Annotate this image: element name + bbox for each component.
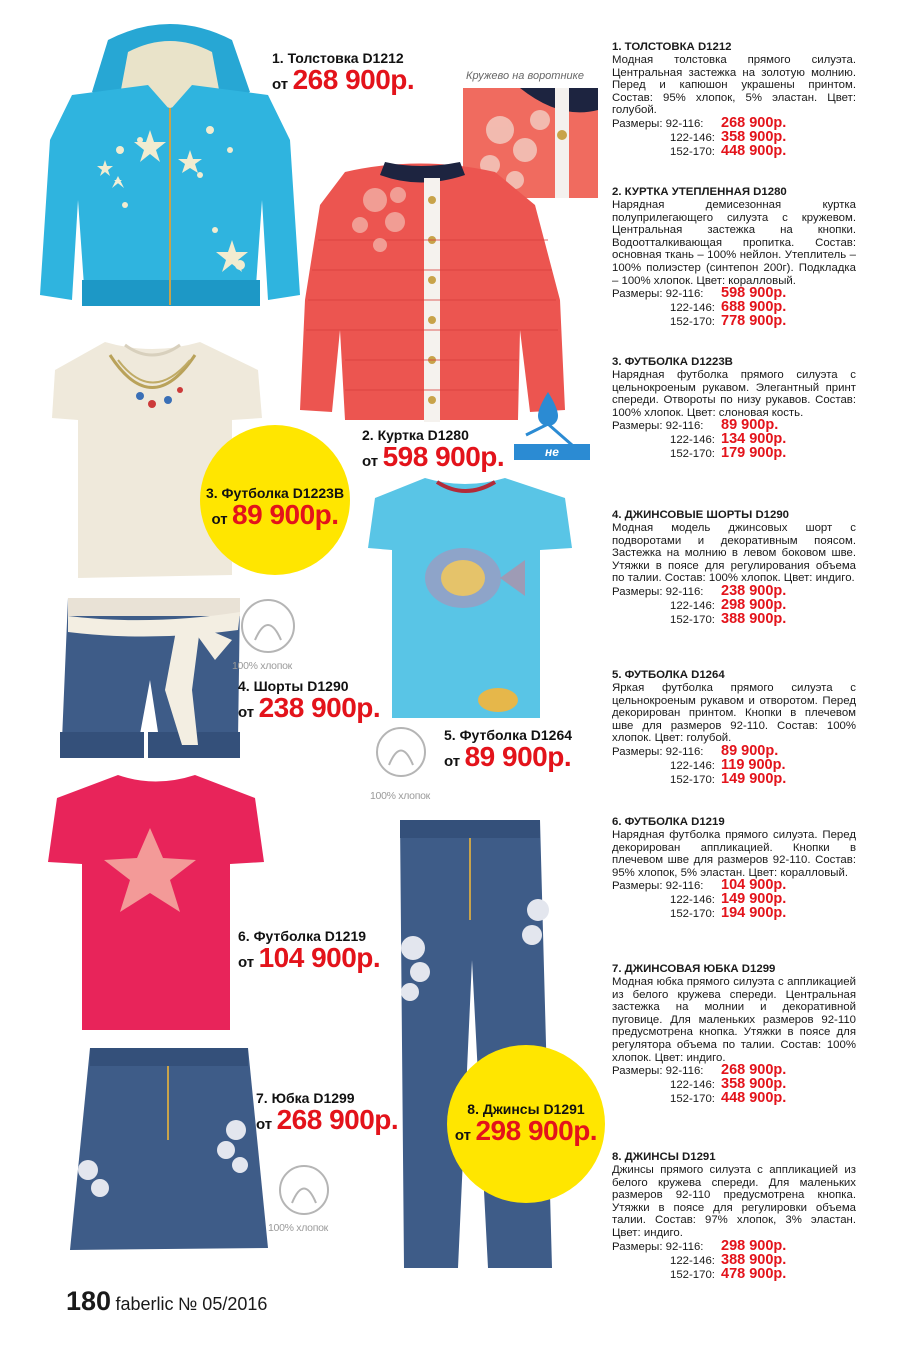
size-label: Размеры: 92-116: [612, 288, 704, 301]
size-price: 104 900р. [721, 877, 787, 894]
description-text: Нарядная футболка прямого силуэта. Перед декорирован аппликацией. Кнопки в плечевом шве для размеров 92-110. Состав: 95% хлопок, 5% эластан. Цвет: коралловый. [612, 829, 856, 879]
cotton-label: 100% хлопок [370, 790, 430, 802]
size-price: 298 900р. [721, 596, 787, 613]
product-price: 238 900р. [258, 692, 381, 723]
size-price: 388 900р. [721, 610, 787, 627]
size-label: Размеры: 92-116: [612, 1240, 704, 1253]
size-label: 152-170: [670, 613, 715, 626]
product-name: 1. Толстовка D1212 [272, 50, 404, 66]
description-text: Модная юбка прямого силуэта с аппликацией из белого кружева спереди. Центральная застежка на молнии и декоративной пуговице. Для маленьких размеров 92-110 предусмотрена кнопка. Утяжки в поясе для регулятора объема по талии. Состав: 100% хлопок. Цвет: индиго. [612, 976, 856, 1064]
size-label: 122-146: [670, 434, 715, 447]
price-badge-3 [200, 425, 350, 575]
fish-tshirt-image[interactable] [368, 478, 572, 718]
description-title: 7. ДЖИНСОВАЯ ЮБКА D1299 [612, 963, 776, 975]
size-label: 152-170: [670, 145, 715, 158]
size-price: 448 900р. [721, 142, 787, 159]
size-price: 358 900р. [721, 128, 787, 145]
description-title: 2. КУРТКА УТЕПЛЕННАЯ D1280 [612, 186, 787, 198]
description-title: 3. ФУТБОЛКА D1223B [612, 356, 733, 368]
description-title: 6. ФУТБОЛКА D1219 [612, 816, 725, 828]
description-text: Яркая футболка прямого силуэта с цельнокроеным рукавом и отворотом. Перед декорирован принтом. Кнопки в плечевом шве для размеров 92-110. Состав: 100% хлопок. Цвет: голубой. [612, 682, 856, 745]
product-price: 104 900р. [258, 942, 381, 973]
size-label: Размеры: 92-116: [612, 880, 704, 893]
price-prefix: от [444, 753, 461, 770]
description-block-8 [612, 1150, 856, 1282]
size-label: 122-146: [670, 1079, 715, 1092]
size-price: 298 900р. [721, 1237, 787, 1254]
description-text: Нарядная демисезонная куртка полуприлегающего силуэта с кружевом. Центральная застежка на кнопки. Водоотталкивающая пропитка. Состав: основная ткань – 100% нейлон. Утеплитель – 100% полиэстер (синтепон 200г). Подкладка – 100% хлопок. Цвет: коралловый. [612, 199, 856, 287]
product-name: 5. Футболка D1264 [444, 727, 573, 743]
description-title: 5. ФУТБОЛКА D1264 [612, 669, 725, 681]
product-price: 268 900р. [276, 1104, 399, 1135]
description-block-7 [612, 962, 856, 1106]
size-price: 134 900р. [721, 431, 787, 448]
product-price: 298 900р. [475, 1115, 598, 1146]
issue-number: № 05/2016 [178, 1294, 268, 1314]
price-prefix: от [454, 1127, 472, 1144]
brand-name: faberlic [115, 1294, 174, 1314]
size-price: 688 900р. [721, 299, 787, 316]
product-callout-1 [272, 50, 414, 94]
cotton-icon [377, 728, 425, 776]
size-price: 358 900р. [721, 1076, 787, 1093]
description-block-5 [612, 668, 856, 787]
size-label: 152-170: [670, 448, 715, 461]
denim-shorts-image[interactable] [60, 598, 240, 758]
size-price: 179 900р. [721, 445, 787, 462]
description-block-4 [612, 508, 856, 627]
denim-skirt-image[interactable] [70, 1048, 268, 1250]
page-number: 180 [66, 1286, 112, 1316]
size-price: 89 900р. [721, 417, 779, 434]
size-price: 388 900р. [721, 1251, 787, 1268]
size-price: 268 900р. [721, 1062, 787, 1079]
price-prefix: от [256, 1116, 273, 1133]
size-price: 238 900р. [721, 582, 787, 599]
pink-star-tshirt-image[interactable] [48, 775, 264, 1030]
description-text: Модная толстовка прямого силуэта. Центральная застежка на золотую молнию. Перед и капюшон украшены принтом. Состав: 95% хлопок, 5% эластан. Цвет: голубой. [612, 54, 856, 117]
size-label: 122-146: [670, 759, 715, 772]
description-title: 4. ДЖИНСОВЫЕ ШОРТЫ D1290 [612, 509, 790, 521]
size-label: 122-146: [670, 599, 715, 612]
hoodie-image[interactable] [40, 24, 300, 306]
description-block-6 [612, 815, 856, 921]
product-name: 2. Куртка D1280 [362, 427, 469, 443]
size-label: 152-170: [670, 908, 715, 921]
product-callout-4 [238, 678, 380, 722]
description-block-2 [612, 185, 856, 329]
size-price: 598 900р. [721, 285, 787, 302]
size-label: 152-170: [670, 773, 715, 786]
cotton-label: 100% хлопок [232, 660, 292, 672]
price-prefix: от [362, 453, 379, 470]
product-name: 6. Футболка D1219 [238, 928, 367, 944]
product-name: 4. Шорты D1290 [238, 678, 349, 694]
size-label: 152-170: [670, 1093, 715, 1106]
waterproof-label: не промокает [517, 445, 587, 473]
jacket-image[interactable] [300, 162, 565, 422]
product-name: 8. Джинсы D1291 [467, 1101, 585, 1117]
size-price: 119 900р. [721, 756, 786, 773]
description-title: 8. ДЖИНСЫ D1291 [612, 1151, 716, 1163]
description-block-3 [612, 355, 856, 461]
size-label: Размеры: 92-116: [612, 420, 704, 433]
description-block-1 [612, 40, 856, 159]
size-label: 122-146: [670, 131, 715, 144]
price-badge-8 [447, 1045, 605, 1203]
product-callout-2 [362, 427, 504, 471]
price-prefix: от [238, 704, 255, 721]
description-title: 1. ТОЛСТОВКА D1212 [612, 41, 732, 53]
product-price: 598 900р. [382, 441, 505, 472]
size-label: 122-146: [670, 302, 715, 315]
description-text: Модная модель джинсовых шорт с подворотами и декоративным поясом. Застежка на молнию в левом боковом шве. Утяжки в поясе для регулирования объема по талии. Состав: 100% хлопок. Цвет: индиго. [612, 522, 856, 585]
size-price: 89 900р. [721, 742, 779, 759]
description-text: Нарядная футболка прямого силуэта с цельнокроеным рукавом. Элегантный принт спереди. Отвороты по низу рукавов. Состав: 100% хлопок. Цвет: слоновая кость. [612, 369, 856, 419]
size-price: 478 900р. [721, 1265, 787, 1282]
page-footer [66, 1286, 267, 1317]
price-prefix: от [272, 76, 289, 93]
size-label: Размеры: 92-116: [612, 585, 704, 598]
size-label: Размеры: 92-116: [612, 745, 704, 758]
product-price: 89 900р. [232, 499, 339, 530]
cotton-label: 100% хлопок [268, 1222, 328, 1234]
product-price: 268 900р. [292, 64, 415, 95]
product-name: 3. Футболка D1223B [205, 485, 345, 501]
cotton-icon [242, 600, 294, 652]
size-label: Размеры: 92-116: [612, 117, 704, 130]
size-price: 448 900р. [721, 1090, 787, 1107]
size-label: 122-146: [670, 1254, 715, 1267]
size-price: 149 900р. [721, 770, 787, 787]
size-price: 194 900р. [721, 905, 787, 922]
price-prefix: от [211, 511, 228, 528]
size-price: 268 900р. [721, 114, 787, 131]
lace-note: Кружево на воротнике [466, 70, 584, 82]
product-name: 7. Юбка D1299 [256, 1090, 355, 1106]
product-price: 89 900р. [464, 741, 572, 772]
size-label: Размеры: 92-116: [612, 1065, 704, 1078]
size-price: 778 900р. [721, 313, 787, 330]
price-prefix: от [238, 954, 255, 971]
product-callout-7 [256, 1090, 398, 1134]
size-label: 152-170: [670, 316, 715, 329]
product-callout-5 [444, 727, 572, 771]
description-text: Джинсы прямого силуэта с аппликацией из белого кружева спереди. Для маленьких размеров 92-110 предусмотрена кнопка. Утяжки в поясе для регулировки объема талии. Состав: 97% хлопок, 3% эластан. Цвет: индиго. [612, 1164, 856, 1239]
size-price: 149 900р. [721, 891, 787, 908]
product-callout-6 [238, 928, 380, 972]
size-label: 122-146: [670, 894, 715, 907]
size-label: 152-170: [670, 1268, 715, 1281]
cotton-icon [280, 1166, 328, 1214]
